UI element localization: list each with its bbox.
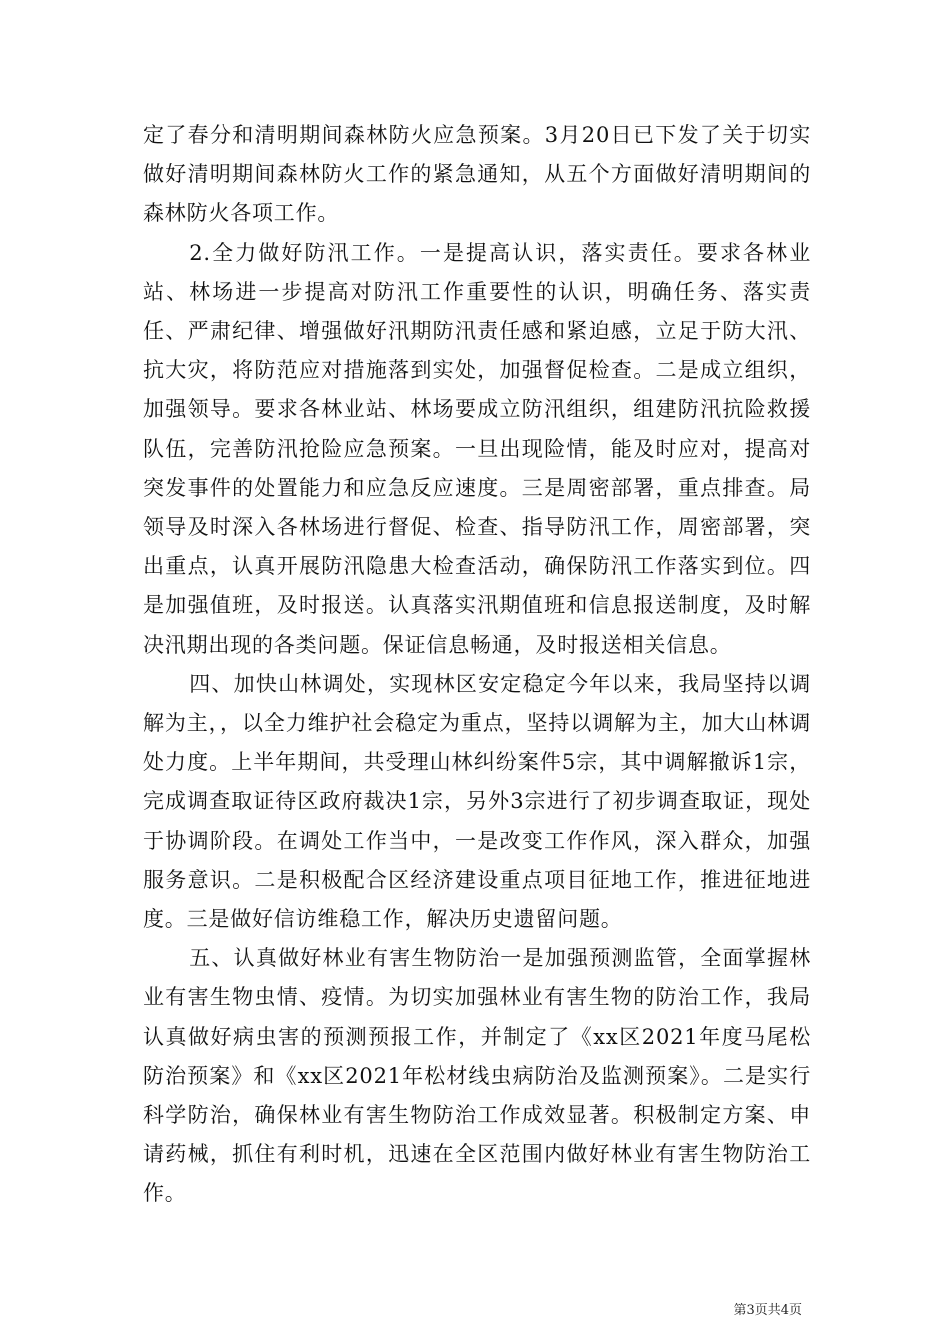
paragraph-forest-dispute-mediation: 四、加快山林调处，实现林区安定稳定今年以来，我局坚持以调解为主，，以全力维护社会稳定为重点，坚持以调解为主，加大山林调处力度。上半年期间，共受理山林纠纷案件5宗，其中调解撤诉1宗，完成调查取证待区政府裁决1宗，另外3宗进行了初步调查取证，现处于协调阶段。在调处工作当中，一是改变工作作风，深入群众，加强服务意识。二是积极配合区经济建设重点项目征地工作，推进征地进度。三是做好信访维稳工作，解决历史遗留问题。 xyxy=(143,671,811,932)
page-number-footer: 第3页共4页 xyxy=(733,1303,802,1318)
paragraph-flood-prevention: 2.全力做好防汛工作。一是提高认识，落实责任。要求各林业站、林场进一步提高对防汛工作重要性的认识，明确任务、落实责任、严肃纪律、增强做好汛期防汛责任感和紧迫感，立足于防大汛、抗大灾，将防范应对措施落到实处，加强督促检查。二是成立组织，加强领导。要求各林业站、林场要成立防汛组织，组建防汛抗险救援队伍，完善防汛抢险应急预案。一旦出现险情，能及时应对，提高对突发事件的处置能力和应急反应速度。三是周密部署，重点排查。局领导及时深入各林场进行督促、检查、指导防汛工作，周密部署，突出重点，认真开展防汛隐患大检查活动，确保防汛工作落实到位。四是加强值班，及时报送。认真落实汛期值班和信息报送制度，及时解决汛期出现的各类问题。保证信息畅通，及时报送相关信息。 xyxy=(143,240,811,657)
document-body xyxy=(143,116,811,1214)
paragraph-pest-control: 五、认真做好林业有害生物防治一是加强预测监管，全面掌握林业有害生物虫情、疫情。为切实加强林业有害生物的防治工作，我局认真做好病虫害的预测预报工作，并制定了《xx区2021年度马尾松防治预案》和《xx区2021年松材线虫病防治及监测预案》。二是实行科学防治，确保林业有害生物防治工作成效显著。积极制定方案、申请药械，抓住有利时机，迅速在全区范围内做好林业有害生物防治工作。 xyxy=(143,946,811,1206)
paragraph-forest-fire-continued: 定了春分和清明期间森林防火应急预案。3月20日已下发了关于切实做好清明期间森林防火工作的紧急通知，从五个方面做好清明期间的森林防火各项工作。 xyxy=(143,123,811,226)
